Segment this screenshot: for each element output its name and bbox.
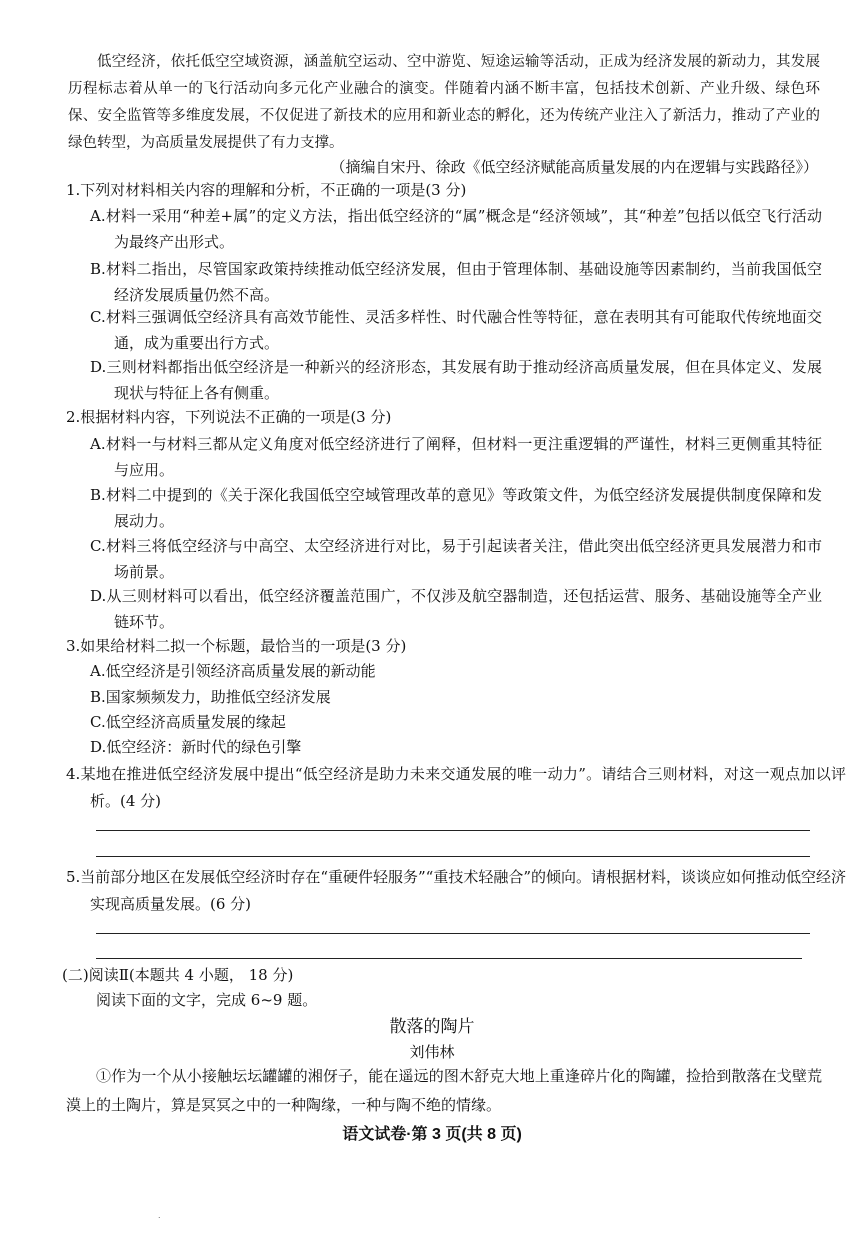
question-1-option-c: C.材料三强调低空经济具有高效节能性、灵活多样性、时代融合性等特征，意在表明其有可能取代传统地面交通，成为重要出行方式。 bbox=[90, 308, 822, 352]
question-3-option-b: B.国家频频发力，助推低空经济发展 bbox=[90, 688, 331, 706]
question-3-option-a: A.低空经济是引领经济高质量发展的新动能 bbox=[90, 662, 376, 680]
page-footer: 语文试卷·第 3 页(共 8 页) bbox=[342, 1126, 522, 1143]
question-5-stem: 5.当前部分地区在发展低空经济时存在“重硬件轻服务”“重技术轻融合”的倾向。请根据材料，谈谈应如何推动低空经济实现高质量发展。(6 分) bbox=[66, 868, 846, 913]
question-2-option-c: C.材料三将低空经济与中高空、太空经济进行对比，易于引起读者关注，借此突出低空经济更具发展潜力和市场前景。 bbox=[90, 537, 822, 581]
question-2-stem: 2.根据材料内容，下列说法不正确的一项是(3 分) bbox=[66, 408, 392, 426]
question-1-option-d: D.三则材料都指出低空经济是一种新兴的经济形态，其发展有助于推动经济高质量发展，但在具体定义、发展现状与特征上各有侧重。 bbox=[90, 358, 822, 402]
question-5-answer-line-1[interactable] bbox=[96, 933, 810, 934]
question-3-option-c: C.低空经济高质量发展的缘起 bbox=[90, 713, 286, 731]
question-1-option-b: B.材料二指出，尽管国家政策持续推动低空经济发展，但由于管理体制、基础设施等因素制约，当前我国低空经济发展质量仍然不高。 bbox=[90, 260, 822, 304]
question-2-option-b: B.材料二中提到的《关于深化我国低空空域管理改革的意见》等政策文件，为低空经济发展提供制度保障和发展动力。 bbox=[90, 486, 822, 530]
reading-instruction: 阅读下面的文字，完成 6~9 题。 bbox=[96, 991, 318, 1009]
question-1-option-a: A.材料一采用“种差+属”的定义方法，指出低空经济的“属”概念是“经济领域”，其“种差”包括以低空飞行活动为最终产出形式。 bbox=[90, 207, 822, 251]
article-author: 刘伟林 bbox=[409, 1043, 455, 1061]
question-5-answer-line-2[interactable] bbox=[96, 958, 802, 959]
question-4-stem: 4.某地在推进低空经济发展中提出“低空经济是助力未来交通发展的唯一动力”。请结合三则材料，对这一观点加以评析。(4 分) bbox=[66, 765, 846, 810]
article-paragraph-1: ①作为一个从小接触坛坛罐罐的湘伢子，能在遥远的图木舒克大地上重逢碎片化的陶罐，捡拾到散落在戈壁荒漠上的土陶片，算是冥冥之中的一种陶缘，一种与陶不绝的情缘。 bbox=[66, 1069, 822, 1115]
question-3-stem: 3.如果给材料二拟一个标题，最恰当的一项是(3 分) bbox=[66, 637, 407, 655]
material-source: （摘编自宋丹、徐政《低空经济赋能高质量发展的内在逻辑与实践路径》） bbox=[330, 158, 818, 176]
question-4-answer-line-1[interactable] bbox=[96, 830, 810, 831]
stray-mark: . bbox=[158, 1210, 161, 1220]
question-3-option-d: D.低空经济：新时代的绿色引擎 bbox=[90, 738, 302, 756]
question-4-answer-line-2[interactable] bbox=[96, 856, 810, 857]
material-paragraph: 低空经济，依托低空空域资源，涵盖航空运动、空中游览、短途运输等活动，正成为经济发展的新动力，其发展历程标志着从单一的飞行活动向多元化产业融合的演变。伴随着内涵不断丰富，包括技术创新、产业升级、绿色环保、安全监管等多维度发展，不仅促进了新技术的应用和新业态的孵化，还为传统产业注入了新活力，推动了产业的绿色转型，为高质量发展提供了有力支撑。 bbox=[68, 55, 820, 152]
material-passage bbox=[68, 50, 820, 158]
article-title: 散落的陶片 bbox=[389, 1017, 475, 1037]
question-2-option-a: A.材料一与材料三都从定义角度对低空经济进行了阐释，但材料一更注重逻辑的严谨性，材料三更侧重其特征与应用。 bbox=[90, 435, 822, 479]
question-1-stem: 1.下列对材料相关内容的理解和分析，不正确的一项是(3 分) bbox=[66, 181, 467, 199]
question-2-option-d: D.从三则材料可以看出，低空经济覆盖范围广，不仅涉及航空器制造，还包括运营、服务、基础设施等全产业链环节。 bbox=[90, 587, 822, 631]
section-heading: (二)阅读Ⅱ(本题共 4 小题， 18 分) bbox=[62, 966, 294, 984]
